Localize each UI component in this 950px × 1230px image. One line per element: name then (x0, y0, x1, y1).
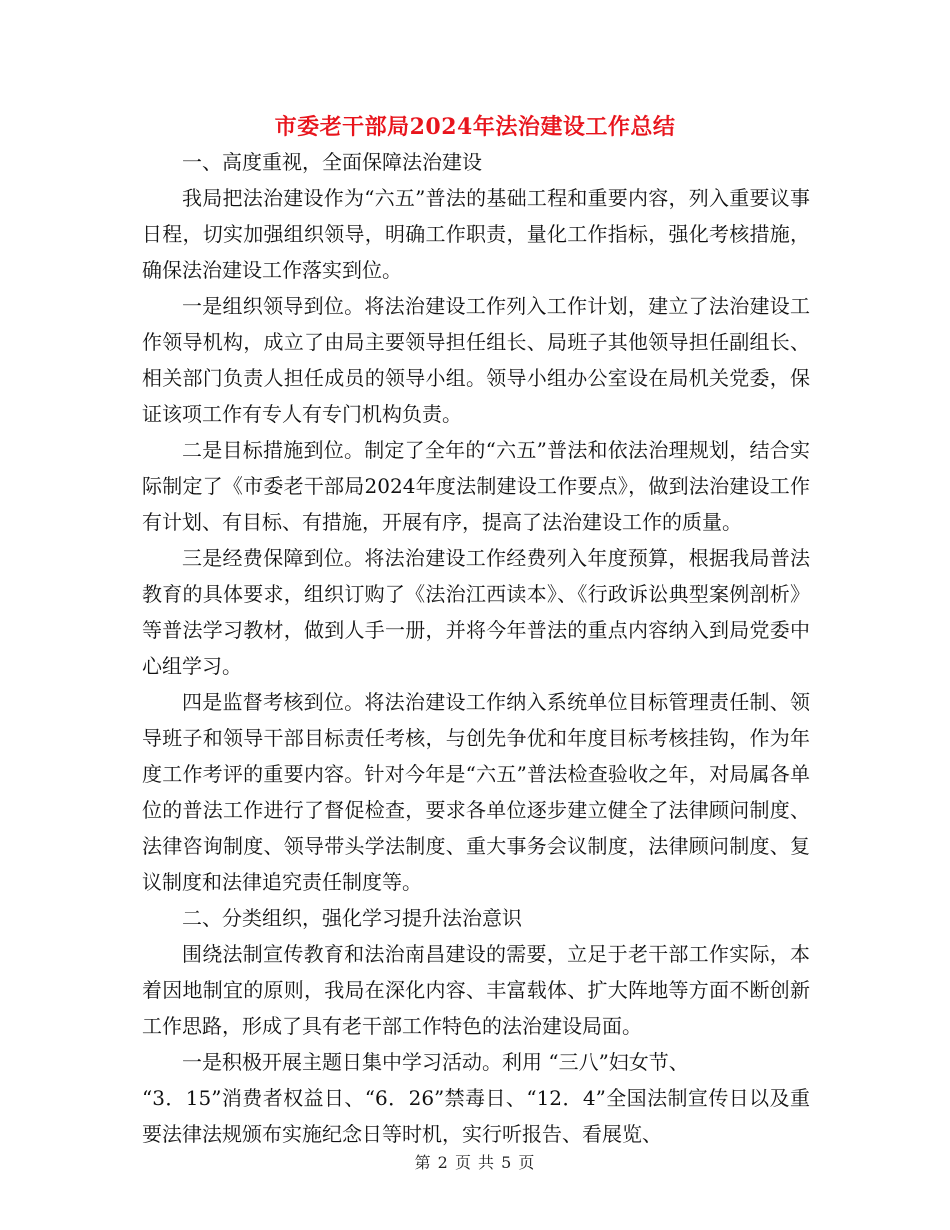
paragraph: 四是监督考核到位。将法治建设工作纳入系统单位目标管理责任制、领导班子和领导干部目标责任考核，与创先争优和年度目标考核挂钩，作为年度工作考评的重要内容。针对今年是“六五”普法检查验收之年，对局属各单位的普法工作进行了督促检查，要求各单位逐步建立健全了法律顾问制度、法律咨询制度、领导带头学法制度、重大事务会议制度，法律顾问制度、复议制度和法律追究责任制度等。 (142, 690, 810, 894)
paragraph-continued: “3．15”消费者权益日、“6．26”禁毒日、“12．4”全国法制宣传日以及重要法律法规颁布实施纪念日等时机，实行听报告、看展览、 (142, 1086, 810, 1146)
paragraph: 二是目标措施到位。制定了全年的“六五”普法和依法治理规划，结合实际制定了《市委老干部局2024年度法制建设工作要点》，做到法治建设工作有计划、有目标、有措施，开展有序，提高了法治建设工作的质量。 (142, 438, 810, 534)
paragraph: 三是经费保障到位。将法治建设工作经费列入年度预算，根据我局普法教育的具体要求，组织订购了《法治江西读本》、《行政诉讼典型案例剖析》等普法学习教材，做到人手一册，并将今年普法的重点内容纳入到局党委中心组学习。 (142, 546, 810, 678)
paragraph: 围绕法制宣传教育和法治南昌建设的需要，立足于老干部工作实际，本着因地制宜的原则，我局在深化内容、丰富载体、扩大阵地等方面不断创新工作思路，形成了具有老干部工作特色的法治建设局面。 (142, 942, 810, 1038)
section-heading-2: 二、分类组织，强化学习提升法治意识 (182, 906, 522, 930)
section-heading-1: 一、高度重视，全面保障法治建设 (182, 150, 482, 174)
document-body (142, 144, 810, 1152)
paragraph: 我局把法治建设作为“六五”普法的基础工程和重要内容，列入重要议事日程，切实加强组织领导，明确工作职责，量化工作指标，强化考核措施，确保法治建设工作落实到位。 (142, 186, 810, 282)
page-number-footer: 第 2 页 共 5 页 (414, 1153, 536, 1172)
paragraph: 一是积极开展主题日集中学习活动。利用 “三八”妇女节、 (182, 1050, 689, 1074)
paragraph: 一是组织领导到位。将法治建设工作列入工作计划，建立了法治建设工作领导机构，成立了由局主要领导担任组长、局班子其他领导担任副组长、相关部门负责人担任成员的领导小组。领导小组办公室设在局机关党委，保证该项工作有专人有专门机构负责。 (142, 294, 810, 426)
document-title: 市委老干部局2024年法治建设工作总结 (274, 114, 676, 140)
